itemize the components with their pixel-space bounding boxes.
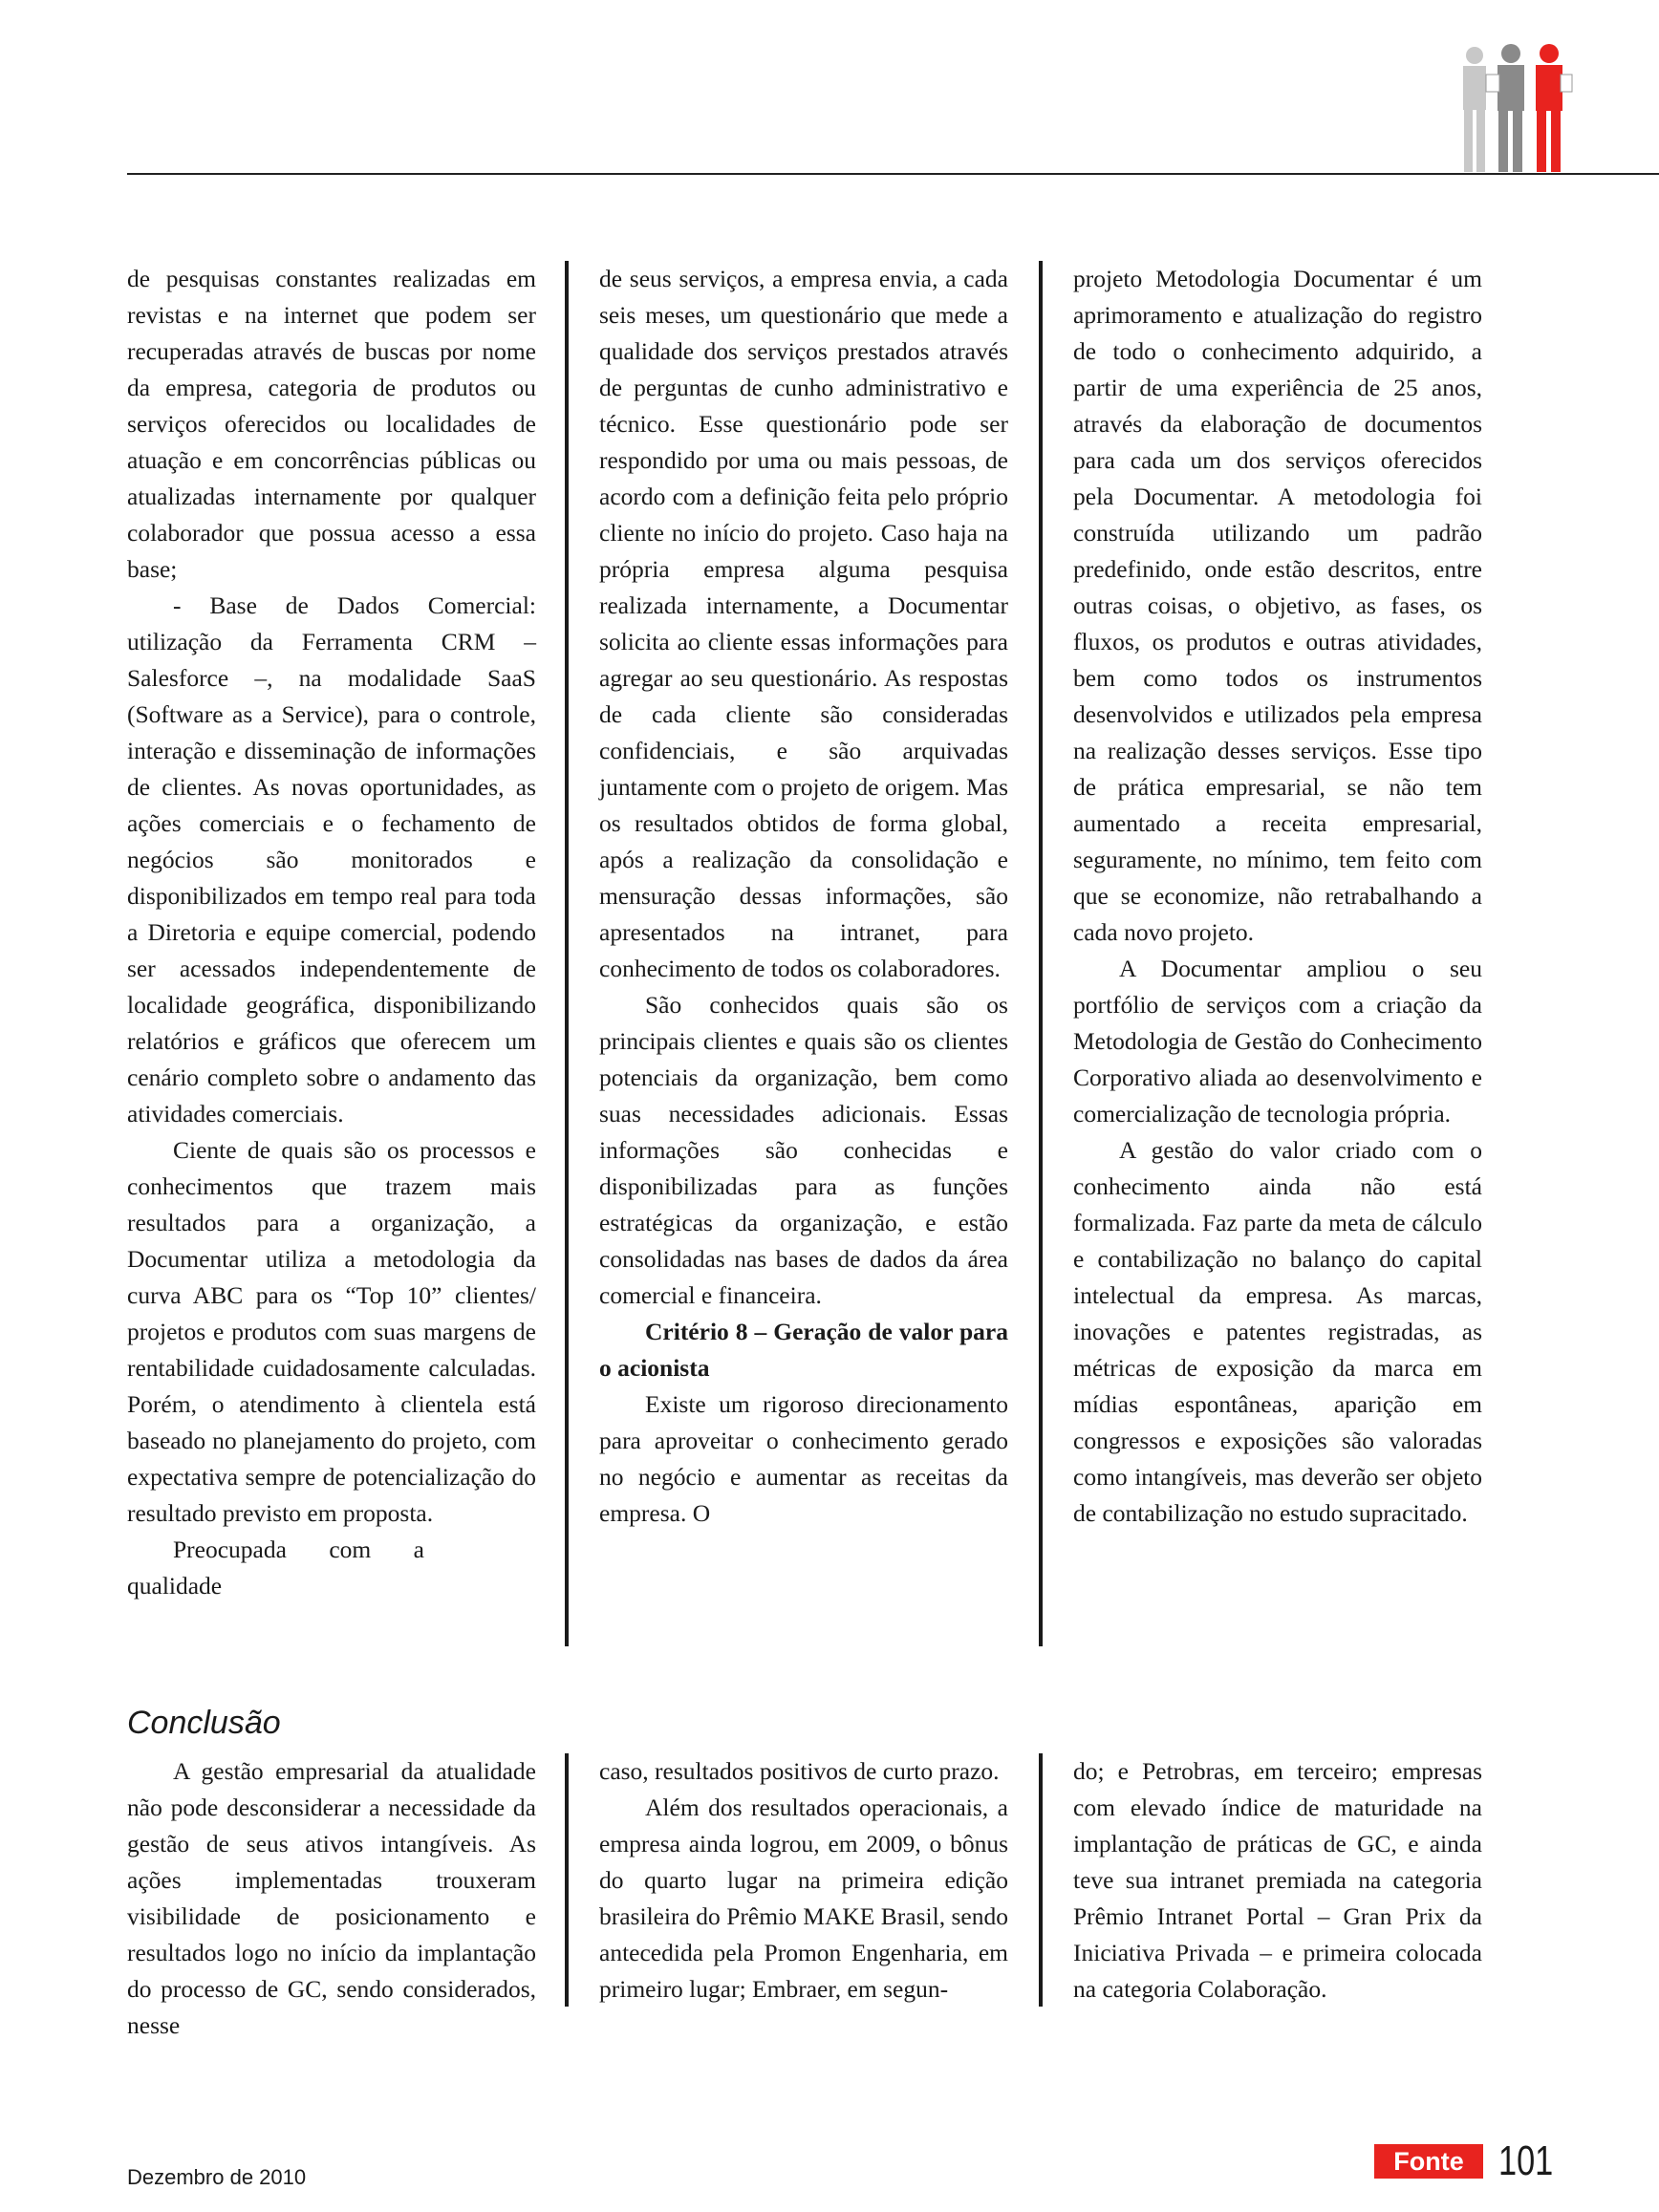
header-rule (127, 173, 1659, 175)
paragraph: projeto Metodologia Documentar é um aprimoramento e atualização do registro de todo o conhecimento adquirido, a partir de uma experiência de 25 anos, através da elaboração de documentos para cada um dos serviços oferecidos pela Documentar. A metodologia foi construída utilizando um padrão predefinido, onde estão descritos, entre outras coisas, o objetivo, as fases, os fluxos, os produtos e outras atividades, bem como todos os instrumentos desenvolvidos e utilizados pela empresa na realização desses serviços. Esse tipo de prática empresarial, se não tem aumentado a receita empresarial, seguramente, no mínimo, tem feito com que se economize, não retrabalhando a cada novo projeto. (1073, 265, 1482, 946)
column-divider (1039, 261, 1043, 1646)
paragraph: caso, resultados positivos de curto prazo. (599, 1757, 1000, 1785)
paragraph: Existe um rigoroso direcionamento para aproveitar o conhecimento gerado no negócio e aumentar as receitas da empresa. O (599, 1390, 1008, 1527)
paragraph: A gestão do valor criado com o conhecimento ainda não está formalizada. Faz parte da meta de cálculo e contabilização no balanço do capital intelectual da empresa. As marcas, inovações e patentes registradas, as métricas de exposição da marca em mídias espontâneas, aparição em congressos e exposições são valoradas como intangíveis, mas deverão ser objeto de contabilização no estudo supracitado. (1073, 1136, 1482, 1527)
people-group-icon (1448, 42, 1582, 176)
article-column-3 (1073, 261, 1482, 1532)
page-number: 101 (1498, 2137, 1554, 2184)
column-divider (565, 261, 569, 1646)
article-column-2 (599, 261, 1008, 1532)
conclusion-column-1 (127, 1753, 536, 2044)
column-divider (565, 1753, 569, 2007)
paragraph: de pesquisas constantes realizadas em revistas e na internet que podem ser recuperadas através de buscas por nome da empresa, categoria de produtos ou serviços oferecidos ou localidades de atuação e em concorrências públicas ou atualizadas internamente por qualquer colaborador que possua acesso a essa base; (127, 265, 536, 583)
conclusion-title: Conclusão (127, 1705, 281, 1741)
paragraph: São conhecidos quais são os principais clientes e quais são os clientes potenciais da organização, bem como suas necessidades adicionais. Essas informações são conhecidas e disponibilizadas para as funções estratégicas da organização, e estão consolidadas nas bases de dados da área comercial e financeira. (599, 991, 1008, 1309)
paragraph: Além dos resultados operacionais, a empresa ainda logrou, em 2009, o bônus do quarto lugar na primeira edição brasileira do Prêmio MAKE Brasil, sendo antecedida pela Promon Engenharia, em primeiro lugar; Embraer, em segun- (599, 1793, 1008, 2003)
paragraph: A Documentar ampliou o seu portfólio de serviços com a criação da Metodologia de Gestão do Conhecimento Corporativo aliada ao desenvolvimento e comercialização de tecnologia própria. (1073, 955, 1482, 1127)
article-column-1 (127, 261, 536, 1604)
paragraph: Ciente de quais são os processos e conhecimentos que trazem mais resultados para a organização, a Documentar utiliza a metodologia da curva ABC para os “Top 10” clientes/ projetos e produtos com suas margens de rentabilidade cuidadosamente calculadas. Porém, o atendimento à clientela está baseado no planejamento do projeto, com expectativa sempre de potencialização do resultado previsto em proposta. (127, 1136, 536, 1527)
conclusion-column-3 (1073, 1753, 1482, 2008)
paragraph: A gestão empresarial da atualidade não pode desconsiderar a necessidade da gestão de seus ativos intangíveis. As ações implementadas trouxeram visibilidade de posicionamento e resultados logo no início da implantação do processo de GC, sendo considerados, nesse (127, 1757, 536, 2039)
column-divider (1039, 1753, 1043, 2007)
paragraph: do; e Petrobras, em terceiro; empresas com elevado índice de maturidade na implantação de práticas de GC, e ainda teve sua intranet premiada na categoria Prêmio Intranet Portal – Gran Prix da Iniciativa Privada – e primeira colocada na categoria Colaboração. (1073, 1757, 1482, 2003)
section-heading: Critério 8 – Geração de valor para o acionista (599, 1318, 1008, 1382)
paragraph: de seus serviços, a empresa envia, a cada seis meses, um questionário que mede a qualidade dos serviços prestados através de perguntas de cunho administrativo e técnico. Esse questionário pode ser respondido por uma ou mais pessoas, de acordo com a definição feita pelo próprio cliente no início do projeto. Caso haja na própria empresa alguma pesquisa realizada internamente, a Documentar solicita ao cliente essas informações para agregar ao seu questionário. As respostas de cada cliente são consideradas confidenciais, e são arquivadas juntamente com o projeto de origem. Mas os resultados obtidos de forma global, após a realização da consolidação e mensuração dessas informações, são apresentados na intranet, para conhecimento de todos os colaboradores. (599, 265, 1008, 982)
paragraph: - Base de Dados Comercial: utilização da Ferramenta CRM – Salesforce –, na modalidade SaaS (Software as a Service), para o controle, interação e disseminação de informações de clientes. As novas oportunidades, as ações comerciais e o fechamento de negócios são monitorados e disponibilizados em tempo real para toda a Diretoria e equipe comercial, podendo ser acessados independentemente de localidade geográfica, disponibilizando relatórios e gráficos que oferecem um cenário completo sobre o andamento das atividades comerciais. (127, 591, 536, 1127)
issue-date: Dezembro de 2010 (127, 2165, 307, 2189)
paragraph: Preocupada com a qualidade (127, 1536, 424, 1600)
fonte-logo: Fonte (1374, 2144, 1483, 2179)
conclusion-column-2 (599, 1753, 1008, 2008)
